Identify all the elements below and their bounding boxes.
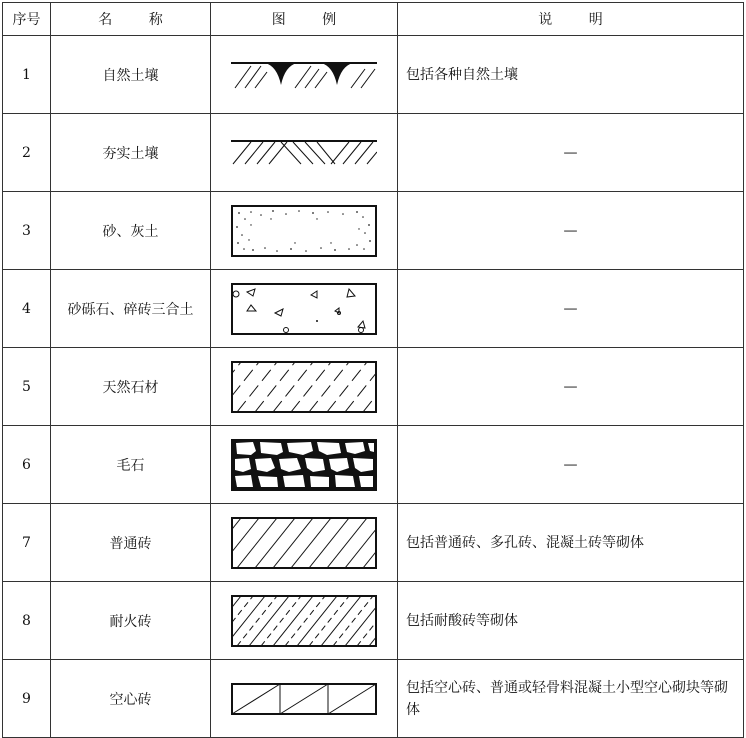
row-desc: 包括普通砖、多孔砖、混凝土砖等砌体 <box>398 504 744 582</box>
row-no: 7 <box>3 504 51 582</box>
row-no: 6 <box>3 426 51 504</box>
row-figure <box>211 270 398 348</box>
table-row <box>3 36 744 114</box>
row-desc: 包括耐酸砖等砌体 <box>398 582 744 660</box>
row-desc: — <box>398 348 744 426</box>
row-figure <box>211 426 398 504</box>
header-row <box>3 3 744 36</box>
row-desc: 包括空心砖、普通或轻骨料混凝土小型空心砌块等砌体 <box>398 660 744 738</box>
table-row <box>3 426 744 504</box>
table-row <box>3 660 744 738</box>
table-row <box>3 504 744 582</box>
row-no: 3 <box>3 192 51 270</box>
row-name: 普通砖 <box>51 504 211 582</box>
rubble-stone-icon <box>231 439 377 491</box>
row-figure <box>211 192 398 270</box>
row-no: 5 <box>3 348 51 426</box>
row-desc: — <box>398 270 744 348</box>
row-name: 耐火砖 <box>51 582 211 660</box>
row-desc: — <box>398 426 744 504</box>
table-row <box>3 582 744 660</box>
legend-table <box>2 2 744 738</box>
row-no: 2 <box>3 114 51 192</box>
table-row <box>3 114 744 192</box>
row-no: 9 <box>3 660 51 738</box>
row-figure <box>211 504 398 582</box>
row-desc: — <box>398 114 744 192</box>
row-no: 4 <box>3 270 51 348</box>
row-name: 空心砖 <box>51 660 211 738</box>
row-figure <box>211 114 398 192</box>
row-figure <box>211 348 398 426</box>
row-name: 砂、灰土 <box>51 192 211 270</box>
row-name: 天然石材 <box>51 348 211 426</box>
row-desc: 包括各种自然土壤 <box>398 36 744 114</box>
sand-lime-dotted-icon <box>231 205 377 257</box>
natural-stone-dashed-hatch-icon <box>231 361 377 413</box>
row-desc: — <box>398 192 744 270</box>
header-desc: 说 明 <box>398 3 744 36</box>
header-name: 名 称 <box>51 3 211 36</box>
row-figure <box>211 660 398 738</box>
table-row <box>3 192 744 270</box>
header-no: 序号 <box>3 3 51 36</box>
hollow-brick-icon <box>231 683 377 715</box>
header-figure: 图 例 <box>211 3 398 36</box>
table-row <box>3 348 744 426</box>
row-name: 砂砾石、碎砖三合土 <box>51 270 211 348</box>
gravel-triangles-icon <box>231 283 377 335</box>
row-no: 1 <box>3 36 51 114</box>
firebrick-hatch-icon <box>231 595 377 647</box>
compacted-soil-hatch-icon <box>231 138 377 168</box>
row-figure <box>211 36 398 114</box>
row-no: 8 <box>3 582 51 660</box>
natural-soil-hatch-icon <box>231 60 377 90</box>
row-name: 夯实土壤 <box>51 114 211 192</box>
table-row <box>3 270 744 348</box>
row-name: 毛石 <box>51 426 211 504</box>
brick-hatch-icon <box>231 517 377 569</box>
row-name: 自然土壤 <box>51 36 211 114</box>
row-figure <box>211 582 398 660</box>
